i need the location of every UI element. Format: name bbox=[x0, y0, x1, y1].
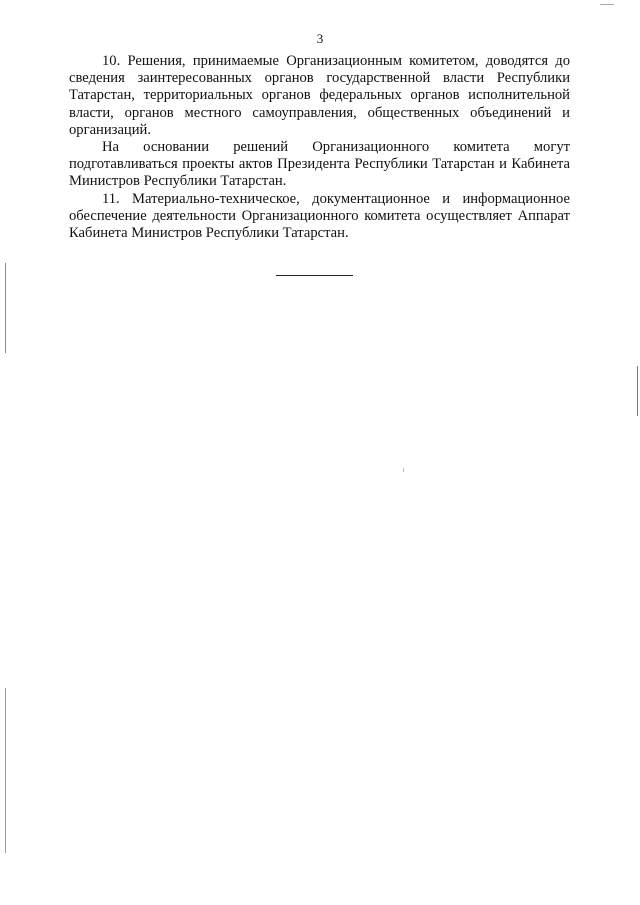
end-divider-line bbox=[276, 275, 353, 276]
scan-artifact bbox=[5, 688, 6, 853]
page-number: 3 bbox=[316, 31, 324, 46]
paragraph-item-11: 11. Материально-техническое, документационное и информационное обеспечение деятельности Организационного комитета осуществляет Аппарат Кабинета Министров Республики Татарстан. bbox=[69, 190, 570, 242]
paragraph-bill-preparation: На основании решений Организационного комитета могут подготавливаться проекты актов Президента Республики Татарстан и Кабинета Министров Республики Татарстан. bbox=[69, 139, 570, 190]
scan-artifact bbox=[637, 366, 638, 416]
paragraph-item-10: 10. Решения, принимаемые Организационным комитетом, доводятся до сведения заинтересованных органов государственной власти Республики Татарстан, территориальных органов федеральных органов исполнительной власти, органов местного самоуправления, общественных объединений и организаций. bbox=[69, 53, 570, 138]
scan-artifact bbox=[5, 263, 6, 353]
scan-artifact bbox=[403, 468, 404, 472]
document-body bbox=[69, 53, 570, 242]
scan-artifact bbox=[600, 4, 614, 5]
